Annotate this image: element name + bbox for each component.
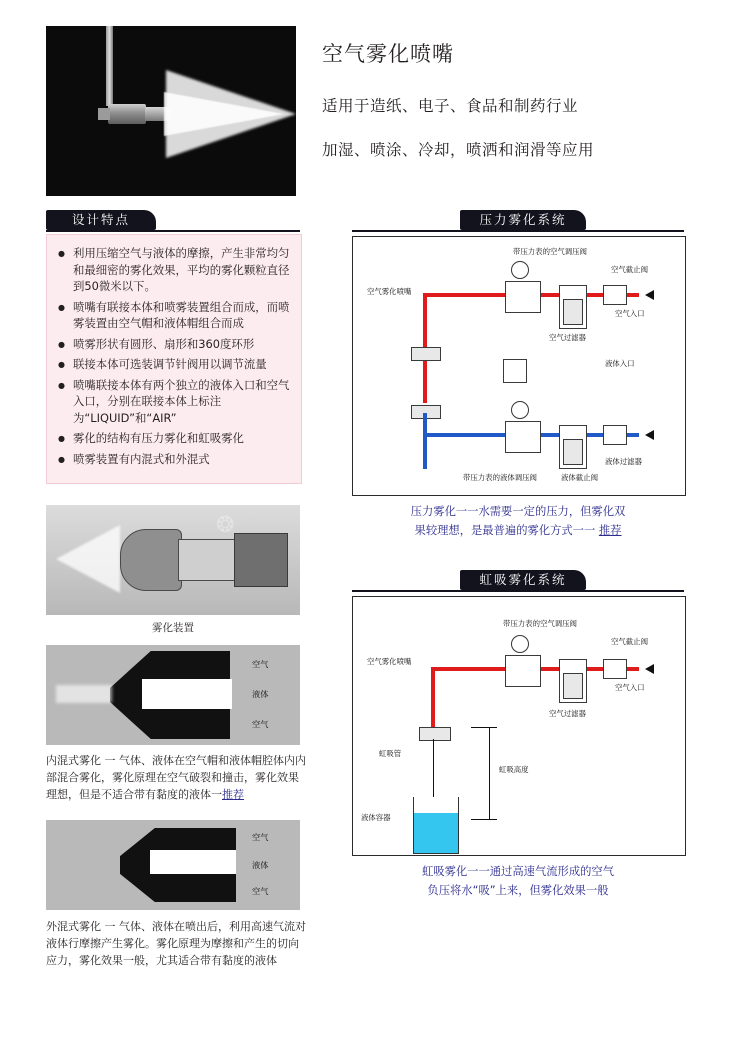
tab-design-features-underline [46,230,300,232]
label-air-nozzle: 空气雾化喷嘴 [367,287,412,296]
siphon-height-top-tick [471,727,497,728]
list-item: ● 联接本体可选装调节针阀用以调节流量 [73,356,291,373]
list-item: ● 喷雾装置有内混式和外混式 [73,451,291,468]
liquid-pipe-vertical [423,413,427,469]
siphon-air-inlet-arrow [645,664,654,674]
siphon-air-pipe-top [431,667,505,671]
design-features-panel [46,234,302,484]
liquid-pressure-gauge [511,401,529,419]
atomizer-caption: 雾化装置 [152,622,194,634]
liquid-filter-bowl [563,439,583,465]
label-liquid-regulator: 带压力表的液体调压阀 [463,473,537,482]
header-line-2: 加湿、喷涂、冷却，喷洒和润滑等应用 [322,141,595,159]
hand-valve [503,359,527,383]
external-mix-label-air-top: 空气 [252,832,269,842]
pressure-caption-line-2 [352,521,684,540]
header-line-1: 适用于造纸、电子、食品和制药行业 [322,97,579,115]
liquid-fill [414,813,458,853]
nozzle-stem [106,26,113,106]
siphon-label-air-inlet: 空气入口 [615,683,645,692]
list-item: ● 喷嘴联接本体有两个独立的液体入口和空气入口，分别在联接本体上标注为“LIQUID”和“AIR” [73,377,291,427]
atomizer-connector-body [234,533,288,587]
liquid-stop-valve [603,425,627,445]
nozzle-body [108,104,146,124]
siphon-air-regulator [505,655,541,687]
product-photo [46,26,296,196]
siphon-air-stop-valve [603,659,627,679]
internal-mix-cavity [142,679,232,709]
liquid-container [413,797,459,854]
label-air-regulator: 带压力表的空气调压阀 [513,247,587,256]
liquid-regulator [505,421,541,453]
siphon-label-tube: 虹吸管 [379,749,402,758]
list-item: ● 雾化的结构有压力雾化和虹吸雾化 [73,430,291,447]
internal-mix-recommend: 推荐 [222,788,244,801]
atomizer-air-cap [120,529,182,591]
air-pipe-top [423,293,505,297]
page-title: 空气雾化喷嘴 [322,42,454,66]
air-inlet-arrow [645,290,654,300]
siphon-nozzle-body [419,727,451,741]
air-regulator [505,281,541,313]
liquid-inlet-arrow [645,430,654,440]
liquid-pipe-bottom [423,433,505,437]
external-mix-cavity [150,850,236,874]
siphon-label-air-stop-valve: 空气截止阀 [611,637,648,646]
atomizer-liquid-cap [178,539,238,581]
siphon-label-container: 液体容器 [361,813,391,822]
spray-cone-inner [164,92,284,136]
siphon-label-air-filter: 空气过滤器 [549,709,586,718]
siphon-height-bottom-tick [471,819,497,820]
tab-siphon-system-underline [352,590,684,592]
watermark: ❂ [216,513,235,538]
pressure-atomizing-diagram [352,236,686,496]
tab-design-features: 设计特点 [46,210,156,230]
label-air-inlet: 空气入口 [615,309,645,318]
siphon-caption-line-1: 虹吸雾化一一通过高速气流形成的空气 [421,865,615,878]
siphon-label-height: 虹吸高度 [499,765,529,774]
internal-mix-text [46,752,308,803]
label-liquid-filter: 液体过滤器 [605,457,642,466]
siphon-air-pipe-vertical [431,667,435,733]
internal-mix-text-body: 内混式雾化 一 气体、液体在空气帽和液体帽腔体内内部混合雾化，雾化原理在空气破裂和撞击，雾化效果理想，但是不适合带有黏度的液体一 [46,754,306,801]
siphon-caption-line-2: 负压将水“吸”上来，但雾化效果一般 [427,884,609,897]
internal-mix-spray [56,685,112,703]
siphon-label-air-regulator: 带压力表的空气调压阀 [503,619,577,628]
tab-pressure-system: 压力雾化系统 [460,210,586,230]
label-air-filter: 空气过滤器 [549,333,586,342]
air-stop-valve [603,285,627,305]
siphon-label-nozzle: 空气雾化喷嘴 [367,657,412,666]
internal-mix-label-air-top: 空气 [252,659,269,669]
air-atomizing-nozzle-body [411,347,441,361]
header-block [322,38,722,182]
siphon-atomizing-diagram [352,596,686,856]
internal-mix-illustration [46,645,300,745]
siphon-height-dimension [489,727,490,819]
external-mix-label-air-bottom: 空气 [252,886,269,896]
list-item: ● 利用压缩空气与液体的摩擦，产生非常均匀和最细密的雾化效果，平均的雾化颗粒直径到50微米以下。 [73,245,291,295]
label-liquid-stop-valve: 液体截止阀 [561,473,598,482]
pressure-caption [352,502,684,540]
siphon-caption [352,862,684,900]
external-mix-text: 外混式雾化 一 气体、液体在喷出后，利用高速气流对液体行摩擦产生雾化。雾化原理为摩擦和产生的切向应力，雾化效果一般，尤其适合带有黏度的液体 [46,920,306,967]
tab-siphon-system: 虹吸雾化系统 [460,570,586,590]
list-item: ● 喷嘴有联接本体和喷雾装置组合而成，而喷雾装置由空气帽和液体帽组合而成 [73,299,291,332]
external-mix-label-liquid: 液体 [252,860,269,870]
siphon-air-filter-bowl [563,673,583,699]
air-filter-bowl [563,299,583,325]
design-features-list [47,235,301,467]
pressure-caption-recommend: 推荐 [598,524,622,537]
pressure-caption-line-1: 压力雾化一一水需要一定的压力，但雾化双 [410,505,626,518]
air-pressure-gauge [511,261,529,279]
atomizer-assembly-illustration [46,505,300,615]
tab-pressure-system-underline [352,230,684,232]
internal-mix-label-air-bottom: 空气 [252,719,269,729]
atomizer-spray-cone [56,525,120,593]
label-liquid-inlet: 液体入口 [605,359,635,368]
label-air-stop-valve: 空气截止阀 [611,265,648,274]
internal-mix-label-liquid: 液体 [252,689,269,699]
external-mix-illustration [46,820,300,910]
siphon-air-gauge [511,635,529,653]
list-item: ● 喷雾形状有圆形、扇形和360度环形 [73,336,291,353]
pressure-caption-line-2-text: 果较理想，是最普遍的雾化方式一一 [414,524,599,537]
